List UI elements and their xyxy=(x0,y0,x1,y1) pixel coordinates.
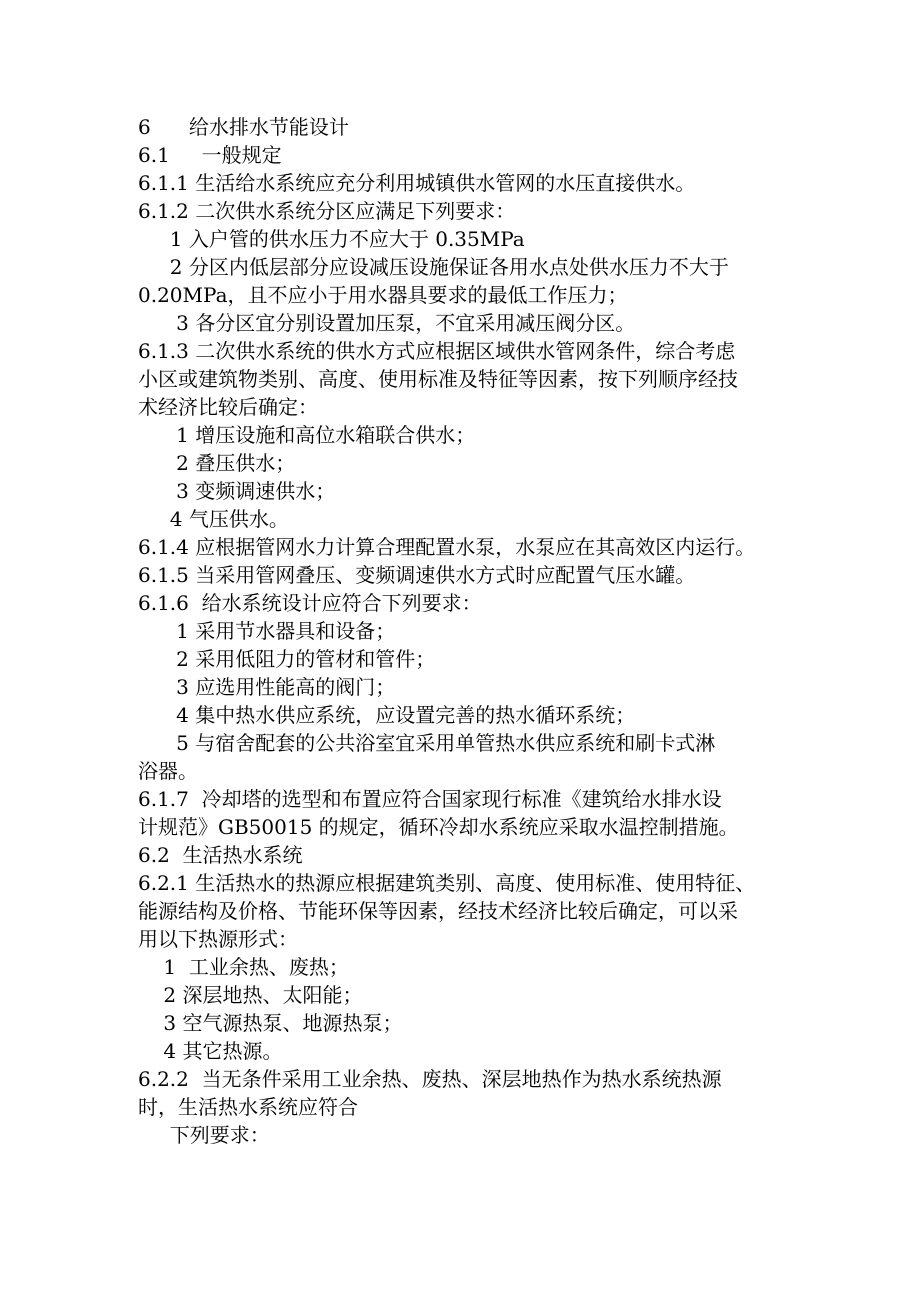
list-item: 3 变频调速供水； xyxy=(138,479,336,503)
list-item: 2 分区内低层部分应设减压设施保证各用水点处供水压力不大于 xyxy=(138,255,729,279)
clause-6-1-1: 6.1.1 生活给水系统应充分利用城镇供水管网的水压直接供水。 xyxy=(138,171,696,195)
list-item: 1 增压设施和高位水箱联合供水； xyxy=(138,423,476,447)
paragraph-line: 时，生活热水系统应符合 xyxy=(138,1095,358,1119)
list-item: 3 空气源热泵、地源热泵； xyxy=(138,1011,403,1035)
list-item: 2 深层地热、太阳能； xyxy=(138,983,363,1007)
paragraph-line: 术经济比较后确定： xyxy=(138,395,318,419)
clause-6-1-5: 6.1.5 当采用管网叠压、变频调速供水方式时应配置气压水罐。 xyxy=(138,563,696,587)
paragraph-line: 下列要求： xyxy=(138,1123,270,1147)
list-item: 1 工业余热、废热； xyxy=(138,955,349,979)
list-item-continuation: 浴器。 xyxy=(138,759,198,783)
section-heading-6: 6 给水排水节能设计 xyxy=(138,115,349,139)
paragraph-line: 能源结构及价格、节能环保等因素，经技术经济比较后确定，可以采 xyxy=(138,899,738,923)
list-item: 4 气压供水。 xyxy=(138,507,289,531)
list-item: 1 采用节水器具和设备； xyxy=(138,619,396,643)
clause-6-1-4: 6.1.4 应根据管网水力计算合理配置水泵，水泵应在其高效区内运行。 xyxy=(138,535,756,559)
paragraph-line: 小区或建筑物类别、高度、使用标准及特征等因素，按下列顺序经技 xyxy=(138,367,738,391)
list-item: 1 入户管的供水压力不应大于 0.35MPa xyxy=(138,227,525,251)
clause-6-1-7: 6.1.7 冷却塔的选型和布置应符合国家现行标准《建筑给水排水设 xyxy=(138,787,722,811)
list-item: 4 其它热源。 xyxy=(138,1039,283,1063)
paragraph-line: 计规范》GB50015 的规定，循环冷却水系统应采取水温控制措施。 xyxy=(138,815,739,839)
section-heading-6-2: 6.2 生活热水系统 xyxy=(138,843,303,867)
list-item: 3 各分区宜分别设置加压泵，不宜采用减压阀分区。 xyxy=(138,311,636,335)
clause-6-1-3: 6.1.3 二次供水系统的供水方式应根据区域供水管网条件，综合考虑 xyxy=(138,339,736,363)
paragraph-line: 用以下热源形式： xyxy=(138,927,298,951)
clause-6-2-2: 6.2.2 当无条件采用工业余热、废热、深层地热作为热水系统热源 xyxy=(138,1067,722,1091)
list-item: 2 叠压供水； xyxy=(138,451,296,475)
section-heading-6-1: 6.1 一般规定 xyxy=(138,143,282,167)
clause-6-2-1: 6.2.1 生活热水的热源应根据建筑类别、高度、使用标准、使用特征、 xyxy=(138,871,756,895)
list-item: 5 与宿舍配套的公共浴室宜采用单管热水供应系统和刷卡式淋 xyxy=(138,731,716,755)
clause-6-1-6: 6.1.6 给水系统设计应符合下列要求： xyxy=(138,591,482,615)
list-item-continuation: 0.20MPa，且不应小于用水器具要求的最低工作压力； xyxy=(138,283,628,307)
list-item: 3 应选用性能高的阀门； xyxy=(138,675,396,699)
list-item: 4 集中热水供应系统，应设置完善的热水循环系统； xyxy=(138,703,636,727)
clause-6-1-2: 6.1.2 二次供水系统分区应满足下列要求： xyxy=(138,199,516,223)
list-item: 2 采用低阻力的管材和管件； xyxy=(138,647,436,671)
